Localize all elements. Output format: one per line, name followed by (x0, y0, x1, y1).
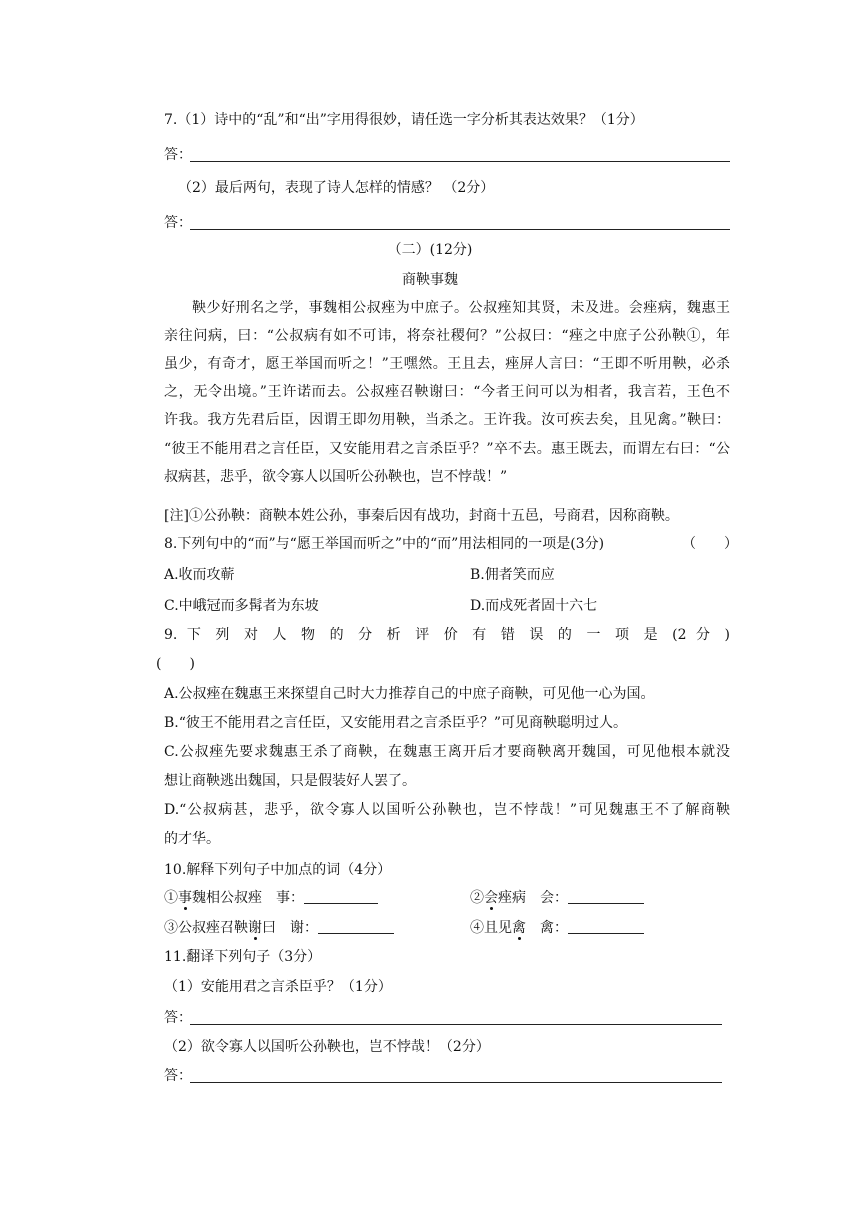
fill-blank[interactable] (568, 919, 644, 934)
q9-option-d: D.“公叔病甚，悲乎，欲令寡人以国听公孙鞅也，岂不悖哉！”可见魏惠王不了解商鞅 (164, 802, 730, 818)
q7-part1: 7.（1）诗中的“乱”和“出”字用得很妙，请任选一字分析其表达效果？（1分） (164, 112, 644, 128)
q9-option-a: A.公叔痤在魏惠王来探望自己时大力推荐自己的中庶子商鞅，可见他一心为国。 (164, 686, 655, 702)
q9-option-c: C.公叔痤先要求魏惠王杀了商鞅，在魏惠王离开后才要商鞅离开魏国，可见他根本就没 (164, 744, 730, 760)
q9-option-d-cont: 的才华。 (164, 831, 220, 847)
answer-line[interactable] (190, 161, 730, 162)
section-heading: （二）(12分) (387, 242, 473, 258)
q10-item-3 (164, 918, 394, 938)
q10-stem: 10.解释下列句子中加点的词（4分） (164, 862, 392, 878)
q8-option-d: D.而戍死者固十六七 (470, 598, 598, 614)
q9-option-b: B.“彼王不能用君之言任臣，又安能用君之言杀臣乎？”可见商鞅聪明过人。 (164, 715, 628, 731)
passage-line: 叔病甚，悲乎，欲令寡人以国听公孙鞅也，岂不悖哉！” (164, 469, 508, 485)
q10-item-2 (470, 888, 644, 908)
dotted-word: 事 (178, 890, 192, 906)
q11-part2: （2）欲令寡人以国听公孙鞅也，岂不悖哉！（2分） (164, 1039, 490, 1055)
item-text: 禽： (526, 920, 568, 936)
passage-line: “彼王不能用君之言任臣，又安能用君之言杀臣乎？”卒不去。惠王既去，而谓左右曰：“公 (164, 441, 730, 457)
q7-part2: （2）最后两句，表现了诗人怎样的情感？ （2分） (178, 180, 495, 196)
q8-answer-paren[interactable]: （ ） (682, 536, 738, 552)
q7-answer-1 (164, 145, 730, 165)
answer-label: 答： (164, 1010, 192, 1026)
q11-answer-2 (164, 1066, 722, 1086)
item-text: 曰 谢： (262, 920, 318, 936)
answer-line[interactable] (190, 229, 730, 230)
item-text: ④且见 (470, 920, 512, 936)
item-number: ① (164, 890, 178, 906)
q11-part1: （1）安能用君之言杀臣乎？（1分） (164, 979, 392, 995)
q11-answer-1 (164, 1008, 722, 1028)
answer-label: 答： (164, 1068, 192, 1084)
item-number: ② (470, 890, 484, 906)
q8-stem: 8.下列句中的“而”与“愿王举国而听之”中的“而”用法相同的一项是(3分) (164, 536, 605, 552)
passage-line: 之，无令出境。”王许诺而去。公叔痤召鞅谢曰：“今者王问可以为相者，我言若，王色不 (164, 384, 730, 400)
q10-item-1 (164, 888, 378, 908)
answer-line[interactable] (190, 1082, 722, 1083)
fill-blank[interactable] (568, 889, 644, 904)
q10-item-4 (470, 918, 644, 938)
fill-blank[interactable] (304, 889, 378, 904)
passage-note: [注]①公孙鞅：商鞅本姓公孙，事秦后因有战功，封商十五邑，号商君，因称商鞅。 (164, 508, 679, 524)
passage-line: 许我。我方先君后臣，因谓王即勿用鞅，当杀之。王许我。汝可疾去矣，且见禽。”鞅曰： (164, 412, 730, 428)
fill-blank[interactable] (318, 919, 394, 934)
item-text: ③公叔痤召鞅 (164, 920, 248, 936)
answer-label: 答： (164, 147, 192, 163)
q9-stem: 9. 下 列 对 人 物 的 分 析 评 价 有 错 误 的 一 项 是 (2 分 ) (164, 627, 730, 643)
passage-line: 虽少，有奇才，愿王举国而听之！”王嘿然。王且去，痤屏人言曰：“王即不听用鞅，必杀 (164, 356, 730, 372)
passage-line: 鞅少好刑名之学，事魏相公叔痤为中庶子。公叔痤知其贤，未及进。会痤病，魏惠王 (192, 300, 730, 316)
dotted-word: 会 (484, 890, 498, 906)
q9-answer-paren[interactable]: ( ) (156, 656, 195, 672)
q7-answer-2 (164, 213, 730, 233)
passage-line: 亲往问病，曰：“公叔病有如不可讳，将奈社稷何？”公叔曰：“痤之中庶子公孙鞅①，年 (164, 328, 730, 344)
q8-option-a: A.收而攻蕲 (164, 567, 235, 583)
q11-stem: 11.翻译下列句子（3分） (164, 949, 322, 965)
passage-title: 商鞅事魏 (402, 272, 458, 288)
answer-label: 答： (164, 215, 192, 231)
item-text: 痤病 会： (498, 890, 568, 906)
q8-option-b: B.佣者笑而应 (470, 567, 555, 583)
answer-line[interactable] (190, 1024, 722, 1025)
item-text: 魏相公叔痤 事： (192, 890, 304, 906)
dotted-word: 禽 (512, 920, 526, 936)
q9-option-c-cont: 想让商鞅逃出魏国，只是假装好人罢了。 (164, 773, 416, 789)
q8-option-c: C.中峨冠而多髯者为东坡 (164, 598, 319, 614)
dotted-word: 谢 (248, 920, 262, 936)
